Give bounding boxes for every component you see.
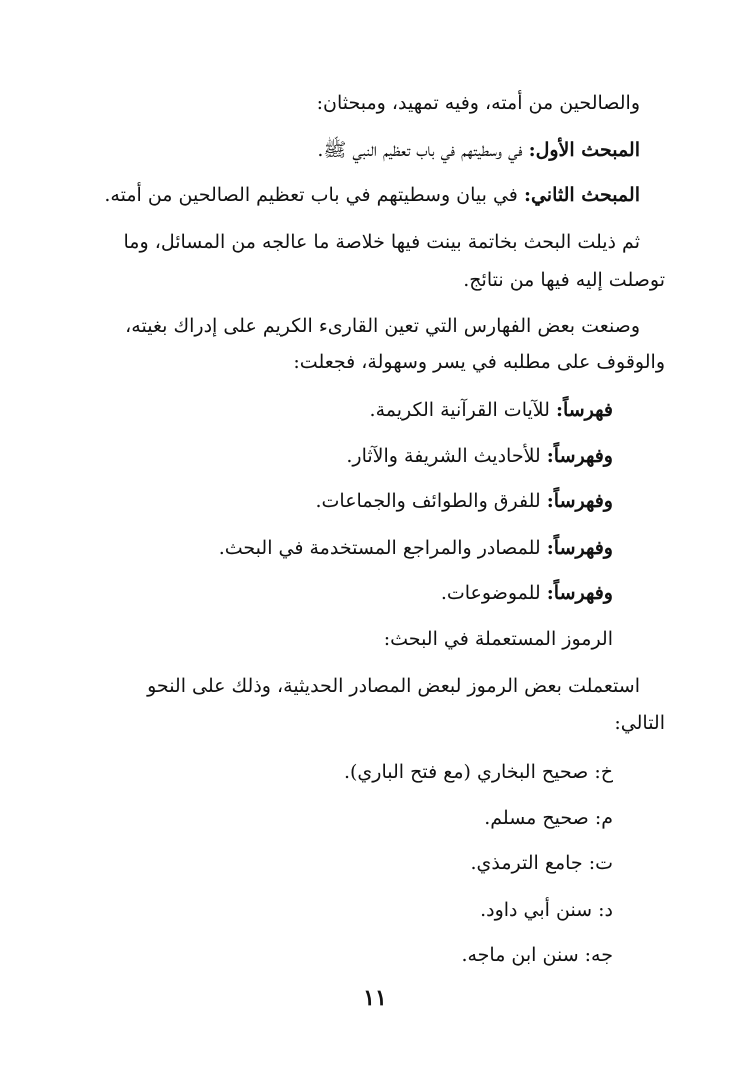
- index-item-5-text: للموضوعات.: [440, 582, 541, 604]
- section-1-line: [60, 137, 640, 163]
- symbol-item-2: م: صحيح مسلم.: [484, 807, 613, 829]
- symbols-intro-line-2: التالي:: [614, 712, 665, 734]
- indexes-line-1: وصنعت بعض الفهارس التي تعين القارىء الكريم على إدراك بغيته،: [125, 315, 640, 337]
- section-1-text: في وسطيتهم في باب تعظيم النبي ﷺ.: [317, 139, 523, 161]
- index-item-2: [33, 443, 613, 469]
- index-item-4-label: وفهرساً:: [546, 537, 613, 559]
- index-item-4-text: للمصادر والمراجع المستخدمة في البحث.: [218, 537, 541, 559]
- symbol-item-4: د: سنن أبي داود.: [480, 899, 613, 921]
- index-item-3: [33, 488, 613, 514]
- index-item-5-label: وفهرساً:: [546, 582, 613, 604]
- symbols-heading: الرموز المستعملة في البحث:: [383, 628, 613, 650]
- index-item-3-text: للفرق والطوائف والجماعات.: [315, 490, 541, 512]
- section-1-label: المبحث الأول:: [528, 139, 640, 161]
- section-2-text: في بيان وسطيتهم في باب تعظيم الصالحين من أمته.: [104, 184, 518, 206]
- symbols-intro-line-1: استعملت بعض الرموز لبعض المصادر الحديثية، وذلك على النحو: [147, 675, 640, 697]
- symbol-item-5: جه: سنن ابن ماجه.: [461, 944, 613, 966]
- symbol-item-3: ت: جامع الترمذي.: [470, 852, 613, 874]
- index-item-1-text: للآيات القرآنية الكريمة.: [369, 399, 550, 421]
- page-number: ١١: [363, 985, 387, 1011]
- index-item-1-label: فهرساً:: [555, 399, 613, 421]
- symbol-item-1: خ: صحيح البخاري (مع فتح الباري).: [343, 761, 613, 783]
- indexes-line-2: والوقوف على مطلبه في يسر وسهولة، فجعلت:: [293, 351, 665, 373]
- conclusion-line-1: ثم ذيلت البحث بخاتمة بينت فيها خلاصة ما عالجه من المسائل، وما: [123, 231, 640, 253]
- section-2-line: [60, 182, 640, 208]
- intro-tail-line: والصالحين من أمته، وفيه تمهيد، ومبحثان:: [316, 92, 640, 114]
- index-item-2-label: وفهرساً:: [546, 445, 613, 467]
- index-item-1: [33, 397, 613, 423]
- index-item-2-text: للأحاديث الشريفة والآثار.: [346, 445, 541, 467]
- index-item-4: [33, 535, 613, 561]
- section-2-label: المبحث الثاني:: [523, 184, 640, 206]
- conclusion-line-2: توصلت إليه فيها من نتائج.: [463, 269, 665, 291]
- index-item-5: [33, 580, 613, 606]
- index-item-3-label: وفهرساً:: [546, 490, 613, 512]
